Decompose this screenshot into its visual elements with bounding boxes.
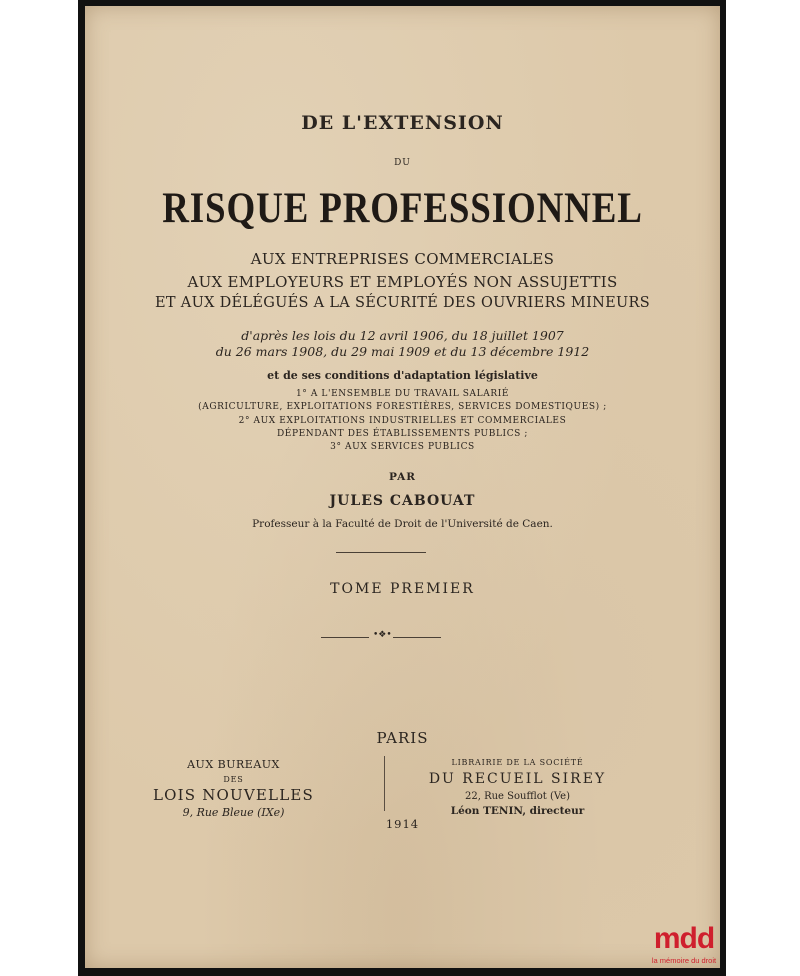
publisher-divider bbox=[384, 756, 385, 811]
subtitle-line: AUX ENTREPRISES COMMERCIALES bbox=[250, 250, 555, 268]
left-publisher-address: 9, Rue Bleue (IXe) bbox=[182, 806, 285, 819]
publication-city: PARIS bbox=[376, 729, 429, 747]
right-publisher-name: DU RECUEIL SIREY bbox=[428, 771, 607, 787]
title-connector: DU bbox=[394, 158, 411, 168]
logo-mark: mdd bbox=[653, 922, 715, 955]
conditions-heading: et de ses conditions d'adaptation législative bbox=[267, 369, 538, 382]
book-cover bbox=[85, 6, 720, 968]
publication-year: 1914 bbox=[385, 817, 420, 831]
author-name: JULES CABOUAT bbox=[329, 493, 476, 509]
subtitle-line: ET AUX DÉLÉGUÉS A LA SÉCURITÉ DES OUVRIERS MINEURS bbox=[155, 295, 650, 311]
left-publisher-line2: DES bbox=[223, 775, 244, 784]
list-line: 2° AUX EXPLOITATIONS INDUSTRIELLES ET COMMERCIALES bbox=[238, 416, 567, 426]
right-publisher-director: Léon TENIN, directeur bbox=[450, 805, 585, 817]
laws-line: d'après les lois du 12 avril 1906, du 18 juillet 1907 bbox=[241, 328, 564, 343]
list-line: DÉPENDANT DES ÉTABLISSEMENTS PUBLICS ; bbox=[276, 429, 529, 439]
list-line: 3° AUX SERVICES PUBLICS bbox=[330, 442, 475, 452]
title-prefix: DE L'EXTENSION bbox=[301, 112, 504, 134]
ornament-rule-right bbox=[393, 637, 441, 638]
logo-tagline: la mémoire du droit bbox=[651, 956, 717, 965]
list-line: (AGRICULTURE, EXPLOITATIONS FORESTIÈRES, SERVICES DOMESTIQUES) ; bbox=[198, 402, 607, 412]
volume-label: TOME PREMIER bbox=[330, 581, 475, 597]
divider-rule bbox=[336, 552, 426, 553]
list-line: 1° A L'ENSEMBLE DU TRAVAIL SALARIÉ bbox=[295, 389, 510, 399]
right-publisher-address: 22, Rue Soufflot (Ve) bbox=[464, 791, 570, 802]
by-label: PAR bbox=[388, 471, 416, 483]
left-publisher-line1: AUX BUREAUX bbox=[187, 758, 280, 771]
right-publisher-line1: LIBRAIRIE DE LA SOCIÉTÉ bbox=[451, 758, 584, 767]
author-title: Professeur à la Faculté de Droit de l'Université de Caen. bbox=[252, 518, 553, 530]
ornament-divider bbox=[321, 632, 441, 642]
watermark-logo bbox=[646, 922, 722, 976]
main-title: RISQUE PROFESSIONNEL bbox=[162, 185, 643, 232]
ornament-rule-left bbox=[321, 637, 369, 638]
laws-line: du 26 mars 1908, du 29 mai 1909 et du 13 décembre 1912 bbox=[215, 344, 590, 359]
left-publisher-name: LOIS NOUVELLES bbox=[152, 786, 315, 804]
ornament-glyph: •❖• bbox=[373, 630, 392, 640]
subtitle-line: AUX EMPLOYEURS ET EMPLOYÉS NON ASSUJETTIS bbox=[187, 273, 618, 291]
